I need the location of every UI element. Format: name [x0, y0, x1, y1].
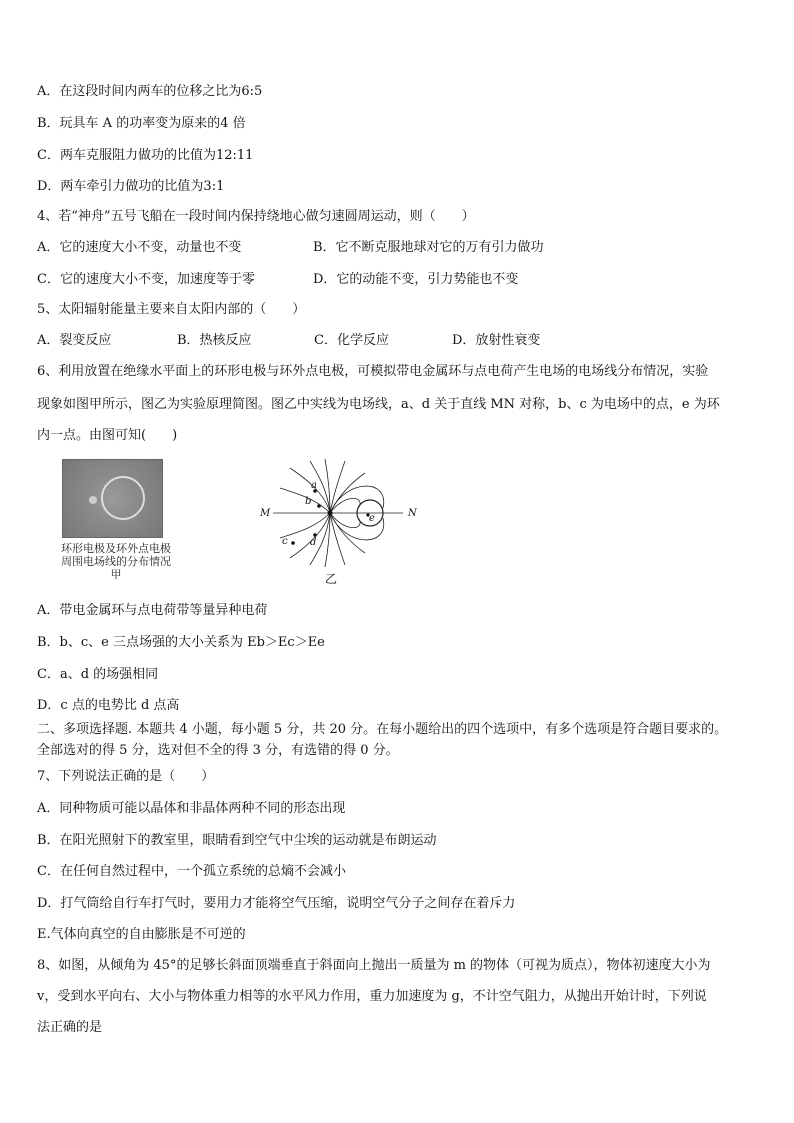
q7-stem: 7、下列说法正确的是（ ） [37, 769, 215, 784]
q3-option-c: C．两车克服阻力做功的比值为12:11 [37, 148, 254, 163]
q6-stem-line2: 现象如图甲所示，图乙为实验原理简图。图乙中实线为电场线，a、d 关于直线 MN 对称，b、c 为电场中的点，e 为环 [37, 397, 720, 412]
figure-yi-label: 乙 [325, 572, 338, 586]
field-line [330, 486, 384, 513]
q4-stem: 4、若“神舟”五号飞船在一段时间内保持绕地心做匀速圆周运动，则（ ） [37, 209, 475, 224]
q3-option-a: A．在这段时间内两车的位移之比为6:5 [37, 84, 263, 99]
q7-option-e: E.气体向真空的自由膨胀是不可逆的 [37, 927, 246, 942]
label-a: a [311, 480, 317, 491]
figure-yi-diagram [255, 458, 425, 573]
q8-line3: 法正确的是 [37, 1020, 103, 1035]
q3-option-b: B．玩具车 A 的功率变为原来的4 倍 [37, 116, 246, 131]
section2-line1: 二、多项选择题. 本题共 4 小题，每小题 5 分，共 20 分。在每小题给出的四个选项中，有多个选项是符合题目要求的。 [37, 722, 728, 737]
q7-option-b: B．在阳光照射下的教室里，眼睛看到空气中尘埃的运动就是布朗运动 [37, 833, 437, 848]
q5-option-d: D．放射性衰变 [452, 333, 541, 348]
label-d: d [310, 537, 317, 548]
q7-option-c: C．在任何自然过程中，一个孤立系统的总熵不会减小 [37, 864, 346, 879]
point-b [317, 504, 321, 508]
q4-option-a: A．它的速度大小不变，动量也不变 [37, 240, 242, 255]
label-n: N [408, 508, 417, 519]
q3-option-d: D．两车牵引力做功的比值为3:1 [37, 179, 225, 194]
field-line [325, 459, 330, 513]
label-b: b [305, 496, 312, 507]
figure-jia-caption [52, 542, 180, 581]
field-line [325, 513, 330, 567]
q6-option-b: B．b、c、e 三点场强的大小关系为 Eb＞Ec＞Ee [37, 635, 325, 650]
ring-electrode [101, 476, 145, 520]
q6-option-c: C．a、d 的场强相同 [37, 667, 159, 682]
q5-option-c: C．化学反应 [314, 333, 389, 348]
point-electrode [89, 496, 97, 504]
q5-option-a: A．裂变反应 [37, 333, 112, 348]
q8-line2: v，受到水平向右、大小与物体重力相等的水平风力作用，重力加速度为 g，不计空气阻力，从抛出开始计时，下列说 [37, 989, 707, 1004]
field-line [330, 498, 360, 513]
q5-stem: 5、太阳辐射能量主要来自太阳内部的（ ） [37, 302, 306, 317]
q7-option-d: D．打气筒给自行车打气时，要用力才能将空气压缩，说明空气分子之间存在着斥力 [37, 896, 516, 911]
field-line [330, 513, 384, 540]
section2-line2: 全部选对的得 5 分，选对但不全的得 3 分，有选错的得 0 分。 [37, 743, 399, 758]
point-charge [328, 511, 333, 516]
caption-line-3: 甲 [110, 568, 122, 581]
q4-option-c: C．它的速度大小不变，加速度等于零 [37, 272, 255, 287]
q8-line1: 8、如图，从倾角为 45°的足够长斜面顶端垂直于斜面向上抛出一质量为 m 的物体（可视为质点），物体初速度大小为 [37, 958, 711, 973]
label-m: M [260, 508, 271, 519]
figure-jia-photo [62, 459, 163, 538]
q4-option-d: D．它的动能不变，引力势能也不变 [313, 272, 519, 287]
label-c: c [282, 536, 288, 547]
caption-line-1: 环形电极及环外点电极 [61, 542, 171, 555]
field-line [290, 513, 330, 558]
q6-stem-line3: 内一点。由图可知( ) [37, 428, 178, 443]
q6-option-a: A．带电金属环与点电荷带等量异种电荷 [37, 603, 268, 618]
point-c [291, 541, 295, 545]
caption-line-2: 周围电场线的分布情况 [61, 555, 171, 568]
q6-stem-line1: 6、利用放置在绝缘水平面上的环形电极与环外点电极，可模拟带电金属环与点电荷产生电场的电场线分布情况，实验 [37, 364, 709, 379]
field-line [330, 513, 360, 528]
field-line [280, 513, 330, 538]
q5-option-b: B．热核反应 [177, 333, 252, 348]
q7-option-a: A．同种物质可能以晶体和非晶体两种不同的形态出现 [37, 801, 346, 816]
q4-option-b: B．它不断克服地球对它的万有引力做功 [313, 240, 544, 255]
q6-option-d: D．c 点的电势比 d 点高 [37, 698, 180, 713]
label-e: e [369, 513, 375, 524]
